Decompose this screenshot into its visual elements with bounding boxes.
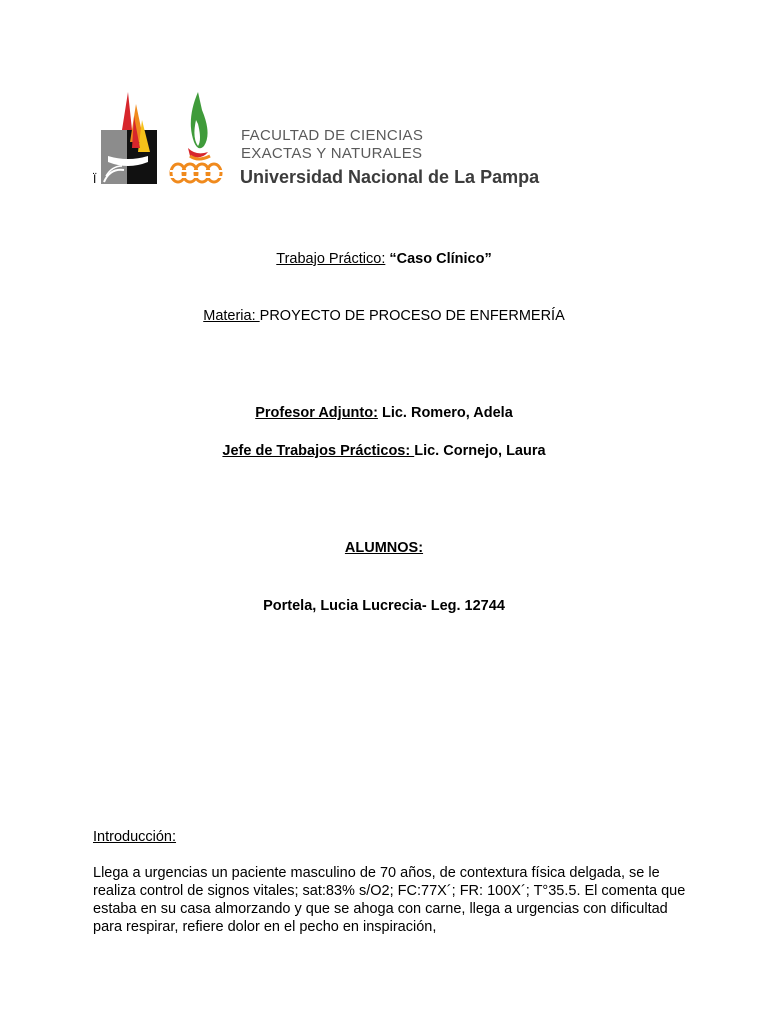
- faculty-name-line2: EXACTAS Y NATURALES: [241, 145, 423, 162]
- materia-value: PROYECTO DE PROCESO DE ENFERMERÍA: [259, 308, 565, 324]
- trabajo-label: Trabajo Práctico:: [276, 251, 386, 267]
- intro-line: realiza control de signos vitales; sat:83% s/O2; FC:77X´; FR: 100X´; T°35.5. El comenta que: [93, 883, 686, 899]
- jefe-line: [0, 443, 768, 459]
- university-name: Universidad Nacional de La Pampa: [240, 167, 540, 187]
- faculty-emblem-logo: [168, 90, 230, 186]
- materia-line: [0, 308, 768, 324]
- intro-paragraph: [93, 864, 686, 936]
- jefe-value: Lic. Cornejo, Laura: [414, 443, 546, 459]
- profesor-line: [0, 405, 768, 421]
- intro-heading: Introducción:: [93, 829, 177, 845]
- intro-line: estaba en su casa almorzando y que se ahoga con carne, llega a urgencias con dificultad: [93, 901, 668, 917]
- alumno-name: Portela, Lucia Lucrecia- Leg. 12744: [263, 598, 505, 614]
- intro-line: Llega a urgencias un paciente masculino de 70 años, de contextura física delgada, se le: [93, 865, 660, 881]
- faculty-name-line1: FACULTAD DE CIENCIAS: [241, 127, 424, 144]
- trabajo-value: “Caso Clínico”: [385, 251, 492, 267]
- profesor-value: Lic. Romero, Adela: [377, 405, 513, 421]
- stray-character: Ï: [93, 172, 97, 186]
- materia-label: Materia:: [203, 308, 260, 324]
- profesor-label: Profesor Adjunto:: [255, 405, 378, 421]
- intro-line: para respirar, refiere dolor en el pecho en inspiración,: [93, 919, 437, 935]
- jefe-label: Jefe de Trabajos Prácticos:: [222, 443, 415, 459]
- trabajo-practico-line: [0, 251, 768, 267]
- alumnos-heading: ALUMNOS:: [344, 540, 424, 556]
- unlpam-emblem-logo: [98, 90, 160, 186]
